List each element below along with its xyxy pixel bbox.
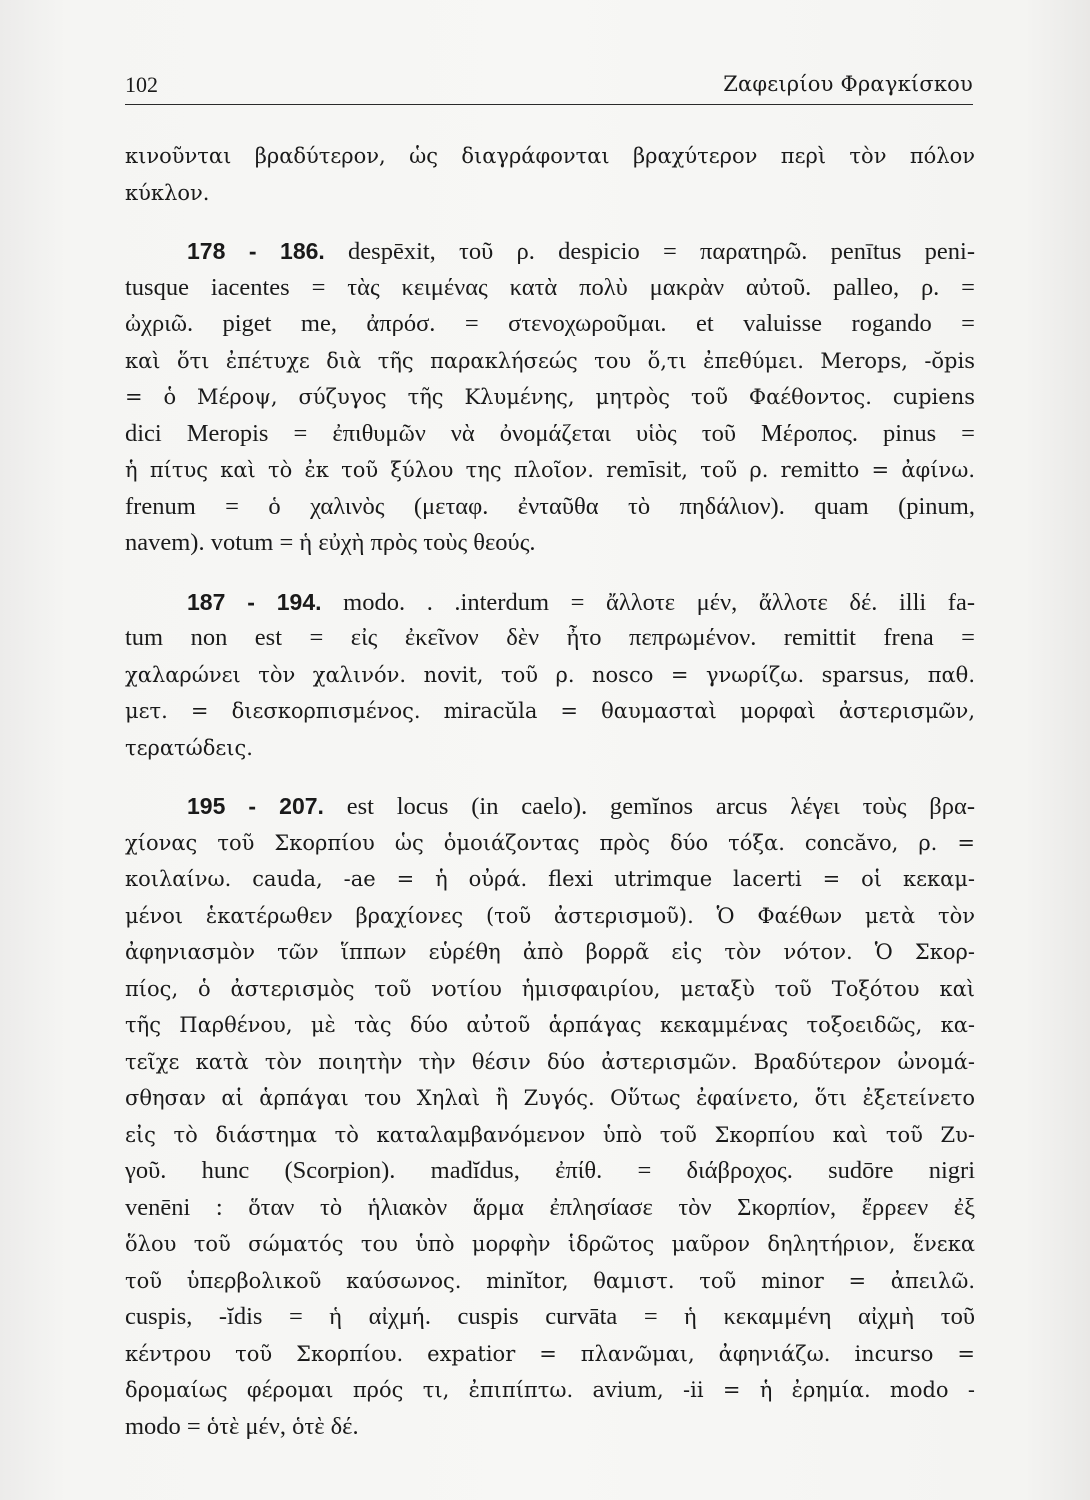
text-line-content: modo. . .interdum = ἄλλοτε μέν, ἄλλοτε δέ. illi fa-	[343, 588, 975, 616]
paragraph	[125, 584, 975, 767]
page-body	[125, 138, 975, 1445]
text-line: δρομαίως φέρομαι πρός τι, ἐπιπίπτω. avium, -ii = ἡ ἐρημία. modo -	[125, 1378, 975, 1402]
text-line: γοῦ. hunc (Scorpion). madĭdus, ἐπίθ. = διάβροχος. sudōre nigri	[125, 1157, 975, 1184]
text-line: dici Meropis = ἐπιθυμῶν νὰ ὀνομάζεται υἱὸς τοῦ Μέροπος. pinus =	[125, 419, 975, 447]
text-line: τεῖχε κατὰ τὸν ποιητὴν τὴν θέσιν δύο ἀστερισμῶν. Βραδύτερον ὠνομά-	[125, 1049, 975, 1074]
text-line	[125, 584, 975, 621]
text-line: frenum = ὁ χαλινὸς (μεταφ. ἐνταῦθα τὸ πηδάλιον). quam (pinum,	[125, 492, 975, 520]
text-line: κινοῦνται βραδύτερον, ὡς διαγράφονται βραχύτερον περὶ τὸν πόλον	[125, 144, 975, 168]
text-line	[125, 788, 975, 825]
text-line-content: despēxit, τοῦ ρ. despicio = παρατηρῶ. penītus peni-	[348, 238, 975, 265]
paragraph-gap	[125, 766, 975, 788]
text-line: = ὁ Μέροψ, σύζυγος τῆς Κλυμένης, μητρὸς τοῦ Φαέθοντος. cupiens	[125, 385, 975, 409]
paragraph	[125, 788, 975, 1445]
text-line: καὶ ὅτι ἐπέτυχε διὰ τῆς παρακλήσεώς του ὅ,τι ἐπεθύμει. Merops, -ŏpis	[125, 348, 975, 373]
paragraph-gap	[125, 562, 975, 584]
verse-number: 187 - 194.	[187, 588, 322, 615]
text-line: μένοι ἑκατέρωθεν βραχίονες (τοῦ ἀστερισμοῦ). Ὁ Φαέθων μετὰ τὸν	[125, 903, 975, 928]
paragraph-gap	[125, 211, 975, 233]
verse-number: 195 - 207.	[187, 793, 324, 819]
text-line: μετ. = διεσκορπισμένος. miracŭla = θαυμασταὶ μορφαὶ ἀστερισμῶν,	[125, 699, 975, 723]
text-line: cuspis, -ĭdis = ἡ αἰχμή. cuspis curvāta = ἡ κεκαμμένη αἰχμὴ τοῦ	[125, 1303, 975, 1330]
text-line: κύκλον.	[125, 180, 210, 205]
text-line	[125, 233, 975, 270]
text-line: navem). votum = ἡ εὐχὴ πρὸς τοὺς θεούς.	[125, 529, 536, 556]
text-line: πίος, ὁ ἀστερισμὸς τοῦ νοτίου ἡμισφαιρίου, μεταξὺ τοῦ Τοξότου καὶ	[125, 976, 975, 1001]
text-line: τῆς Παρθένου, μὲ τὰς δύο αὐτοῦ ἁρπάγας κεκαμμένας τοξοειδῶς, κα-	[125, 1013, 975, 1037]
text-line: κέντρου τοῦ Σκορπίου. expatior = πλανῶμαι, ἀφηνιάζω. incurso =	[125, 1341, 975, 1366]
verse-number: 178 - 186.	[187, 238, 325, 264]
text-line: tum non est = εἰς ἐκεῖνον δὲν ἦτο πεπρωμένον. remittit frena =	[125, 624, 975, 651]
text-line: εἰς τὸ διάστημα τὸ καταλαμβανόμενον ὑπὸ τοῦ Σκορπίου καὶ τοῦ Ζυ-	[125, 1122, 975, 1147]
running-head: Ζαφειρίου Φραγκίσκου	[723, 72, 973, 96]
text-line: σθησαν αἱ ἁρπάγαι του Χηλαὶ ἢ Ζυγός. Οὕτως ἐφαίνετο, ὅτι ἐξετείνετο	[125, 1086, 975, 1110]
text-line: tusque iacentes = τὰς κειμένας κατὰ πολὺ μακρὰν αὐτοῦ. palleo, ρ. =	[125, 273, 975, 301]
page-header	[125, 72, 973, 105]
text-line-content: est locus (in caelo). gemĭnos arcus λέγει τοὺς βρα-	[346, 793, 975, 820]
text-line: ἡ πίτυς καὶ τὸ ἐκ τοῦ ξύλου της πλοῖον. remīsit, τοῦ ρ. remitto = ἀφίνω.	[125, 458, 975, 482]
text-line: χαλαρώνει τὸν χαλινόν. novit, τοῦ ρ. nosco = γνωρίζω. sparsus, παθ.	[125, 662, 975, 687]
text-line: ὠχριῶ. piget me, ἀπρόσ. = στενοχωροῦμαι. et valuisse rogando =	[125, 310, 975, 337]
text-line: ὅλου τοῦ σώματός του ὑπὸ μορφὴν ἱδρῶτος μαῦρον δηλητήριον, ἕνεκα	[125, 1232, 975, 1256]
text-line: venēni : ὅταν τὸ ἡλιακὸν ἅρμα ἐπλησίασε τὸν Σκορπίον, ἔρρεεν ἐξ	[125, 1193, 975, 1221]
page-number: 102	[125, 72, 158, 97]
text-line: ἀφηνιασμὸν τῶν ἵππων εὑρέθη ἀπὸ βορρᾶ εἰς τὸν νότον. Ὁ Σκορ-	[125, 940, 975, 964]
text-line: χίονας τοῦ Σκορπίου ὡς ὁμοιάζοντας πρὸς δύο τόξα. concăvo, ρ. =	[125, 830, 975, 855]
text-line: κοιλαίνω. cauda, -ae = ἡ οὐρά. flexi utrimque lacerti = οἱ κεκαμ-	[125, 867, 975, 891]
text-line: τοῦ ὑπερβολικοῦ καύσωνος. minĭtor, θαμιστ. τοῦ minor = ἀπειλῶ.	[125, 1268, 975, 1293]
text-line: modo = ὁτὲ μέν, ὁτὲ δέ.	[125, 1412, 359, 1440]
paragraph	[125, 138, 975, 211]
paragraph	[125, 233, 975, 562]
text-line: τερατώδεις.	[125, 735, 253, 760]
